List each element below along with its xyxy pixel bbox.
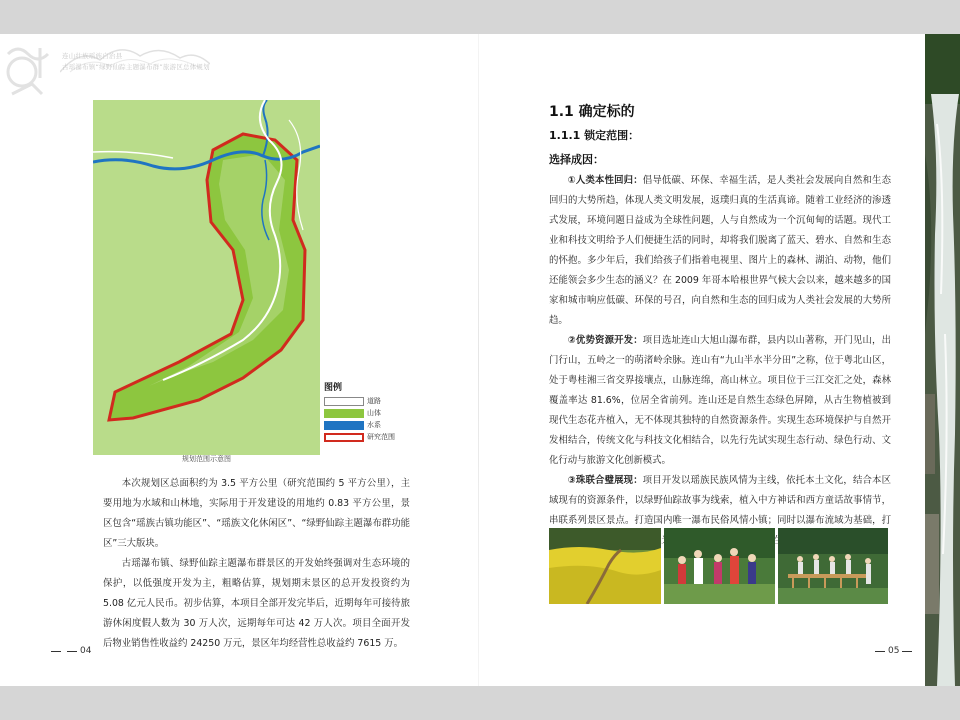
reason-1: ①人类本性回归：倡导低碳、环保、幸福生活，是人类社会发展向自然和生态回归的大势所趋，体现人类文明发展，返璞归真的生活真谛。随着工业经济的渗透式发展，环境问题日益成为全球性问题，人与自然成为一个沉甸甸的话题。现代工业和科技文明给予人们便捷生活的同时，却将我们脱离了蓝天、碧水、自然和生态的怀抱。多少年后，我们给孩子们指着电视里、图片上的森林、湖泊、动物，他们还能领会多少生态的涵义？在 2009 年哥本哈根世界气候大会以来，越来越多的国家和城市响应低碳、环保的号召，向自然和生态的回归成为人类社会发展的大势所趋。 (549, 175, 891, 326)
reason-3: ③珠联合璧展现：项目开发以瑶族民族风情为主线，依托本土文化，结合本区域现有的资源条件，以绿野仙踪故事为线索，植入中方神话和西方童话故事情节，串联系列景区景点。打造国内唯一瀑布民俗风情小镇；同时以瀑布流域为基础，打 观光 (549, 475, 891, 546)
left-paragraph-1: 本次规划区总面积约为 3.5 平方公里（研究范围约 5 平方公里），主要用地为水域和山林地，实际用于开发建设的用地约 0.83 平方公里，景区包含“瑶族古镇功能区”、“瑶族文化休闲区”、“绿野仙踪主题瀑布群功能区”三大版块。 (103, 478, 410, 549)
header-logo (0, 34, 210, 104)
subsection-title: 1.1.1 锁定范围： (549, 129, 640, 142)
header-line-1: 连山壮族瑶族自治县 (62, 52, 123, 60)
legend-item-mountain (324, 407, 404, 419)
legend-label: 水系 (367, 421, 381, 429)
photo-yao-costume-group (664, 528, 775, 604)
legend-swatch (324, 409, 364, 418)
legend-swatch (324, 397, 364, 406)
page-gutter (478, 34, 479, 686)
header-line-2: 古瑶瀑布镇“绿野仙踪主题瀑布群”旅游区总体规划 (62, 63, 210, 71)
left-body-text (103, 474, 410, 654)
reasons-title: 选择成因： (549, 153, 604, 166)
legend-item-water (324, 419, 404, 431)
legend-item-road (324, 395, 404, 407)
legend-label: 道路 (367, 397, 381, 405)
page-number-left: 04 (48, 646, 91, 656)
map-caption: 规划范围示意图 (182, 455, 231, 463)
legend-swatch (324, 433, 364, 442)
waterfall-photo-strip (925, 34, 960, 686)
planning-map (93, 100, 320, 455)
legend-swatch (324, 421, 364, 430)
left-paragraph-2: 古瑶瀑布镇、绿野仙踪主题瀑布群景区的开发始终强调对生态环境的保护，以低强度开发为主，粗略估算，规划期末景区的总开发投资约为 5.08 亿元人民币。初步估算，本项目全部开发完毕后，近期每年可接待旅游休闲度假人数为 30 万人次，远期每年可达 42 万人次。项目全面开发后物业销售性收益约 24250 万元，景区年均经营性总收益约 7615 万。 (103, 558, 410, 649)
brochure-spread (0, 34, 960, 686)
legend-title: 图例 (324, 383, 343, 393)
legend-label: 研究范围 (367, 433, 395, 441)
legend-label: 山体 (367, 409, 381, 417)
photo-wooden-bridge-group (778, 528, 888, 604)
legend-item-study-area (324, 431, 404, 443)
map-legend (324, 380, 404, 443)
page-number-right: 05 (872, 646, 915, 656)
photo-rapeseed-field (549, 528, 661, 604)
right-body-text (549, 171, 891, 551)
section-title: 1.1 确定标的 (549, 104, 635, 120)
reason-2: ②优势资源开发：项目选址连山大旭山瀑布群，县内以山著称，开门见山，出门行山，五岭之一的萌渚岭余脉。连山有“九山半水半分田”之称，位于粤北山区，处于粤桂湘三省交界接壤点，山脉连绵，高山林立。项目位于三江交汇之处，森林覆盖率达 81.6%，位居全省前列。连山还是自然生态绿色屏障，从古生物植被到现代生态花卉植入，无不体现其独特的自然资源条件。实现生态环境保护与自然开发相结合，传统文化与科技文化相结合，以先行先试实现生态行动、绿色行动、文化行动与旅游文化创新模式。 (549, 335, 891, 466)
